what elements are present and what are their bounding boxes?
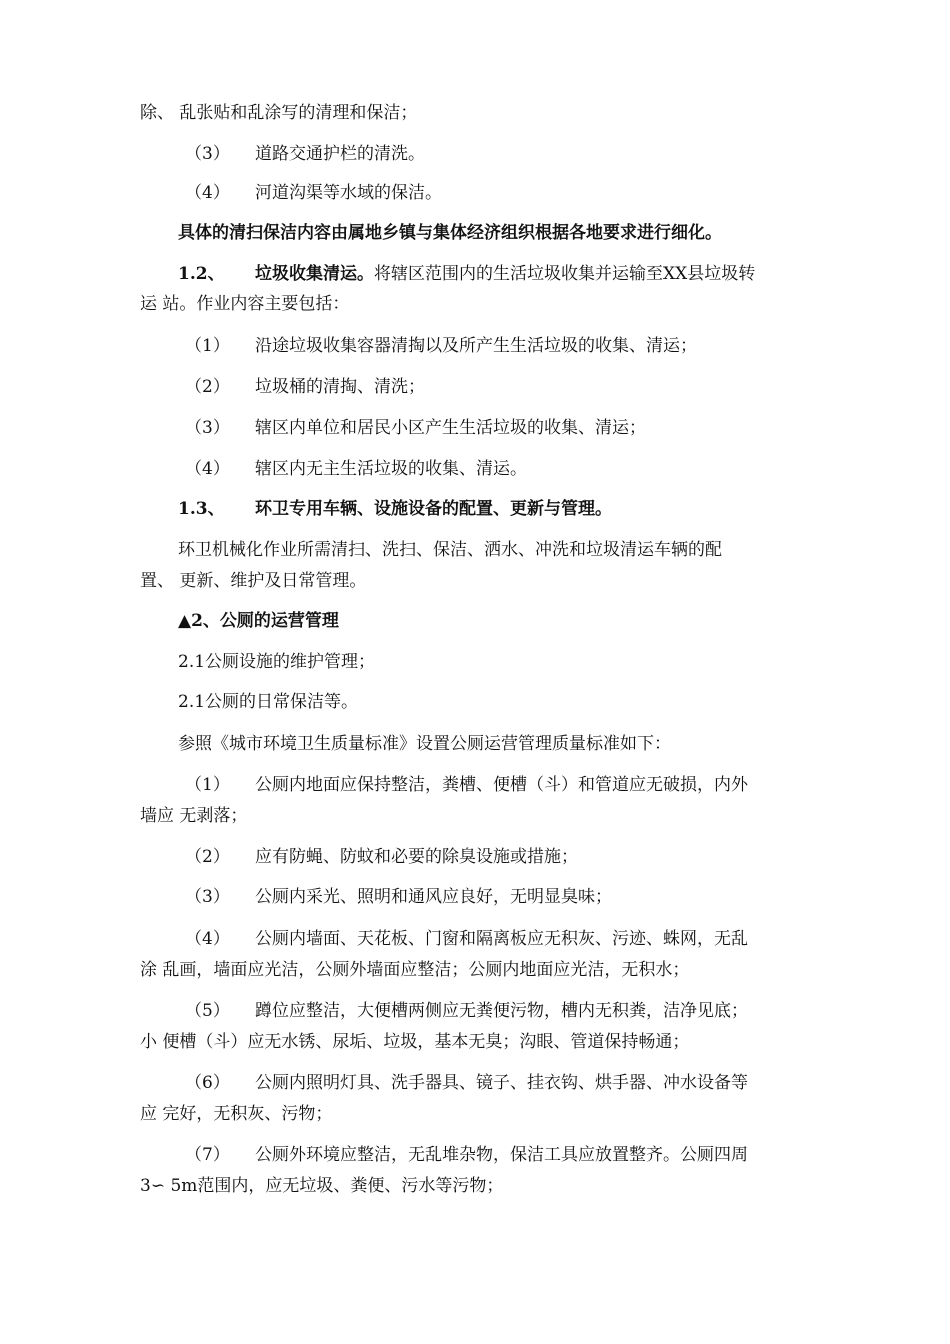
list-item [185,774,748,796]
item-text: 公厕内墙面、天花板、门窗和隔离板应无积灰、污迹、蛛网，无乱 [255,929,748,949]
list-item [185,928,748,950]
list-item [185,335,697,357]
paragraph-line: 置、 更新、维护及日常管理。 [140,571,367,591]
item-number: （1） [185,775,230,795]
item-text: 河道沟渠等水域的保洁。 [255,183,442,203]
paragraph-line: 3∽ 5m范围内，应无垃圾、粪便、污水等污物； [140,1176,504,1196]
section-heading-1-2 [178,263,755,285]
section-number: 1.2、 [178,264,225,284]
section-text: 将辖区范围内的生活垃圾收集并运输至XX县垃圾转 [374,264,756,284]
list-item [185,182,442,204]
list-item [185,886,612,908]
bold-paragraph: 具体的清扫保洁内容由属地乡镇与集体经济组织根据各地要求进行细化。 [178,223,722,243]
paragraph-line: 环卫机械化作业所需清扫、洗扫、保洁、洒水、冲洗和垃圾清运车辆的配 [178,540,722,560]
paragraph-line: 运 站。作业内容主要包括： [140,294,350,314]
paragraph-line: 2.1公厕设施的维护管理； [178,652,376,672]
item-text: 蹲位应整洁，大便槽两侧应无粪便污物，槽内无积粪，洁净见底； [255,1001,748,1021]
item-number: （4） [185,183,230,203]
paragraph-line: 墙应 无剥落； [140,806,248,826]
list-item [185,1072,748,1094]
item-number: （1） [185,336,230,356]
item-text: 沿途垃圾收集容器清掏以及所产生生活垃圾的收集、清运； [255,336,697,356]
item-text: 垃圾桶的清掏、清洗； [255,377,425,397]
list-item [185,1144,748,1166]
paragraph-line: 参照《城市环境卫生质量标准》设置公厕运营管理质量标准如下： [178,734,671,754]
item-number: （3） [185,144,230,164]
section-heading-1-3 [178,498,612,520]
item-text: 公厕内地面应保持整洁，粪槽、便槽（斗）和管道应无破损，内外 [255,775,748,795]
list-item [185,458,527,480]
item-number: （3） [185,887,230,907]
list-item [185,376,425,398]
item-number: （4） [185,929,230,949]
item-number: （6） [185,1073,230,1093]
item-text: 公厕内照明灯具、洗手器具、镜子、挂衣钩、烘手器、冲水设备等 [255,1073,748,1093]
section-heading-2: ▲2、公厕的运营管理 [178,611,339,631]
item-text: 应有防蝇、防蚊和必要的除臭设施或措施； [255,847,578,867]
item-text: 辖区内单位和居民小区产生生活垃圾的收集、清运； [255,418,646,438]
paragraph-line: 小 便槽（斗）应无水锈、尿垢、垃圾，基本无臭；沟眼、管道保持畅通； [140,1032,690,1052]
paragraph-line: 2.1公厕的日常保洁等。 [178,692,359,712]
paragraph-line: 除、 乱张贴和乱涂写的清理和保洁； [140,103,418,123]
item-number: （2） [185,847,230,867]
item-number: （7） [185,1145,230,1165]
list-item [185,417,646,439]
section-title: 环卫专用车辆、设施设备的配置、更新与管理。 [255,499,612,519]
item-text: 公厕内采光、照明和通风应良好，无明显臭味； [255,887,612,907]
item-text: 辖区内无主生活垃圾的收集、清运。 [255,459,527,479]
paragraph-line: 涂 乱画，墙面应光洁，公厕外墙面应整洁；公厕内地面应光洁，无积水； [140,960,690,980]
paragraph-line: 应 完好，无积灰、污物； [140,1104,333,1124]
item-number: （5） [185,1001,230,1021]
item-text: 公厕外环境应整洁，无乱堆杂物，保洁工具应放置整齐。公厕四周 [255,1145,748,1165]
item-text: 道路交通护栏的清洗。 [255,144,425,164]
item-number: （2） [185,377,230,397]
list-item [185,143,425,165]
item-number: （4） [185,459,230,479]
item-number: （3） [185,418,230,438]
section-title: 垃圾收集清运。 [255,264,374,284]
list-item [185,846,578,868]
list-item [185,1000,748,1022]
section-number: 1.3、 [178,499,225,519]
